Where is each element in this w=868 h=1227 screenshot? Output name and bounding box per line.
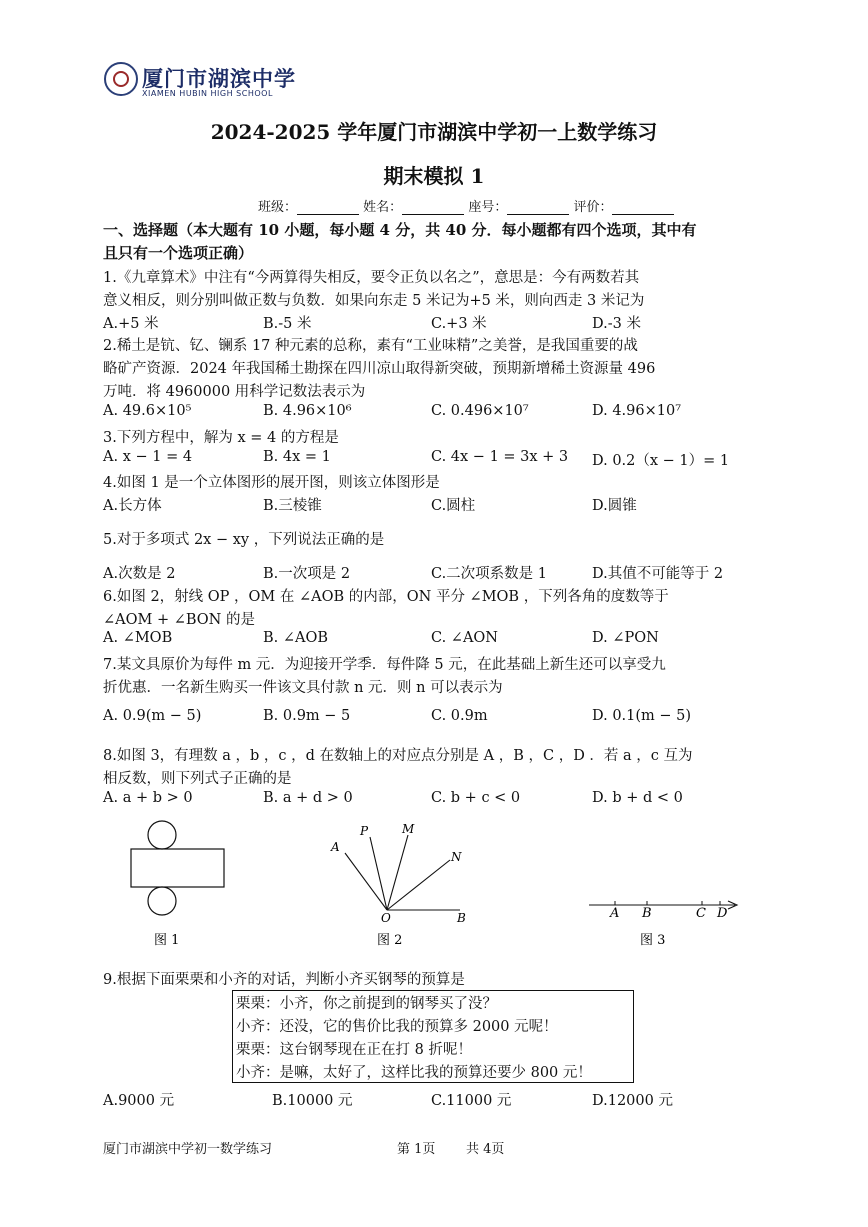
fig2-label-n: N bbox=[451, 850, 462, 864]
student-info-line bbox=[258, 196, 674, 215]
q5-option-d: D.其值不可能等于 2 bbox=[592, 566, 724, 582]
fig1-top-circle bbox=[148, 821, 176, 849]
question-9-text: 9.根据下面栗栗和小齐的对话，判断小齐买钢琴的预算是 bbox=[103, 972, 465, 988]
q1-option-d: D.-3 米 bbox=[592, 316, 641, 332]
dialog-line-3: 栗栗：这台钢琴现在正在打 8 折呢！ bbox=[236, 1042, 472, 1058]
fig3-label-a: A bbox=[610, 906, 620, 921]
q1-option-c: C.+3 米 bbox=[431, 316, 487, 332]
fig1-bottom-circle bbox=[148, 887, 176, 915]
q5-option-b: B.一次项是 2 bbox=[263, 566, 351, 582]
question-7-text: 7.某文具原价为每件 m 元．为迎接开学季．每件降 5 元，在此基础上新生还可以享受九 bbox=[103, 657, 666, 673]
eval-field[interactable] bbox=[612, 200, 674, 215]
footer-title: 厦门市湖滨中学初一数学练习 bbox=[103, 1142, 273, 1157]
q1-option-b: B.-5 米 bbox=[263, 316, 312, 332]
fig2-ray-on bbox=[387, 860, 450, 910]
q7-option-d: D. 0.1(m − 5) bbox=[592, 708, 692, 724]
q9-option-a: A.9000 元 bbox=[103, 1093, 175, 1109]
q3-option-d: D. 0.2（x − 1）= 1 bbox=[592, 453, 730, 469]
figure-1 bbox=[120, 815, 240, 950]
q8-option-b: B. a + d > 0 bbox=[263, 790, 353, 806]
question-6-text-cont: ∠AOM + ∠BON 的是 bbox=[103, 612, 255, 628]
q2-option-a: A. 49.6×10⁵ bbox=[103, 403, 192, 419]
eval-label: 评价： bbox=[573, 200, 613, 215]
q5-option-a: A.次数是 2 bbox=[103, 566, 176, 582]
q9-option-b: B.10000 元 bbox=[272, 1093, 353, 1109]
school-name: 厦门市湖滨中学 bbox=[142, 67, 296, 91]
q7-option-b: B. 0.9m − 5 bbox=[263, 708, 351, 724]
name-label: 姓名： bbox=[363, 200, 403, 215]
seat-field[interactable] bbox=[507, 200, 569, 215]
fig2-label-p: P bbox=[360, 824, 369, 838]
fig2-label-a: A bbox=[331, 840, 340, 854]
question-8-text: 8.如图 3，有理数 a ，b ，c ，d 在数轴上的对应点分别是 A ，B ，C ，D ．若 a ，c 互为 bbox=[103, 748, 693, 764]
q6-option-b: B. ∠AOB bbox=[263, 630, 329, 646]
question-1-text: 1.《九章算术》中注有“今两算得失相反，要令正负以名之”，意思是：今有两数若其 bbox=[103, 270, 640, 286]
fig1-caption: 图 1 bbox=[154, 933, 180, 948]
q7-option-a: A. 0.9(m − 5) bbox=[103, 708, 202, 724]
q9-option-d: D.12000 元 bbox=[592, 1093, 673, 1109]
footer-page-total: 共 4页 bbox=[466, 1142, 505, 1157]
q3-option-b: B. 4x = 1 bbox=[263, 449, 331, 465]
q6-option-a: A. ∠MOB bbox=[103, 630, 173, 646]
section-heading-cont: 且只有一个选项正确） bbox=[103, 244, 254, 262]
question-7-text-cont: 折优惠．一名新生购买一件该文具付款 n 元．则 n 可以表示为 bbox=[103, 680, 503, 696]
figure-3 bbox=[585, 880, 750, 950]
q9-option-c: C.11000 元 bbox=[431, 1093, 512, 1109]
fig2-ray-om bbox=[387, 835, 408, 910]
question-2-text-cont: 略矿产资源．2024 年我国稀土勘探在四川凉山取得新突破，预期新增稀土资源量 496 bbox=[103, 361, 656, 377]
page-title: 2024-2025 学年厦门市湖滨中学初一上数学练习 bbox=[210, 120, 658, 144]
footer-page-number: 第 1页 bbox=[397, 1142, 436, 1157]
dialog-line-4: 小齐：是嘛，太好了，这样比我的预算还要少 800 元！ bbox=[236, 1065, 592, 1081]
dialog-line-2: 小齐：还没，它的售价比我的预算多 2000 元呢！ bbox=[236, 1019, 558, 1035]
figure-2 bbox=[320, 815, 480, 950]
q6-option-d: D. ∠PON bbox=[592, 630, 659, 646]
q3-option-a: A. x − 1 = 4 bbox=[103, 449, 193, 465]
question-4-text: 4.如图 1 是一个立体图形的展开图，则该立体图形是 bbox=[103, 475, 440, 491]
school-logo bbox=[104, 62, 138, 96]
q3-option-c: C. 4x − 1 = 3x + 3 bbox=[431, 449, 569, 465]
class-field[interactable] bbox=[297, 200, 359, 215]
school-name-en: XIAMEN HUBIN HIGH SCHOOL bbox=[142, 89, 273, 98]
question-5-text: 5.对于多项式 2x − xy ，下列说法正确的是 bbox=[103, 532, 385, 548]
question-8-text-cont: 相反数，则下列式子正确的是 bbox=[103, 771, 292, 787]
fig1-rectangle bbox=[131, 849, 224, 887]
question-2-text-cont2: 万吨．将 4960000 用科学记数法表示为 bbox=[103, 384, 366, 400]
fig3-label-d: D bbox=[717, 906, 728, 921]
section-heading: 一、选择题（本大题有 10 小题，每小题 4 分，共 40 分．每小题都有四个选项，其中有 bbox=[103, 221, 697, 239]
name-field[interactable] bbox=[402, 200, 464, 215]
q8-option-d: D. b + d < 0 bbox=[592, 790, 683, 806]
q2-option-c: C. 0.496×10⁷ bbox=[431, 403, 529, 419]
q4-option-b: B.三棱锥 bbox=[263, 498, 322, 514]
q5-option-c: C.二次项系数是 1 bbox=[431, 566, 548, 582]
question-6-text: 6.如图 2，射线 OP ，OM 在 ∠AOB 的内部，ON 平分 ∠MOB ，下列各角的度数等于 bbox=[103, 589, 669, 605]
question-3-text: 3.下列方程中，解为 x = 4 的方程是 bbox=[103, 430, 339, 446]
class-label: 班级： bbox=[258, 200, 298, 215]
fig2-caption: 图 2 bbox=[377, 933, 403, 948]
dialog-line-1: 栗栗：小齐，你之前提到的钢琴买了没？ bbox=[236, 996, 497, 1012]
q4-option-d: D.圆锥 bbox=[592, 498, 637, 514]
q7-option-c: C. 0.9m bbox=[431, 708, 488, 724]
fig2-label-b: B bbox=[457, 911, 466, 925]
fig2-label-m: M bbox=[402, 822, 415, 836]
q2-option-d: D. 4.96×10⁷ bbox=[592, 403, 682, 419]
fig3-label-c: C bbox=[696, 906, 706, 921]
question-1-text-cont: 意义相反，则分别叫做正数与负数．如果向东走 5 米记为+5 米，则向西走 3 米记为 bbox=[103, 293, 645, 309]
fig3-caption: 图 3 bbox=[640, 933, 666, 948]
seat-label: 座号： bbox=[468, 200, 508, 215]
q4-option-a: A.长方体 bbox=[103, 498, 162, 514]
q4-option-c: C.圆柱 bbox=[431, 498, 476, 514]
q8-option-a: A. a + b > 0 bbox=[103, 790, 193, 806]
q2-option-b: B. 4.96×10⁶ bbox=[263, 403, 352, 419]
fig3-label-b: B bbox=[642, 906, 652, 921]
fig2-label-o: O bbox=[381, 911, 391, 925]
question-2-text: 2.稀土是钪、钇、镧系 17 种元素的总称，素有“工业味精”之美誉，是我国重要的战 bbox=[103, 338, 638, 354]
q1-option-a: A.+5 米 bbox=[103, 316, 159, 332]
q6-option-c: C. ∠AON bbox=[431, 630, 498, 646]
q8-option-c: C. b + c < 0 bbox=[431, 790, 521, 806]
page-subtitle: 期末模拟 1 bbox=[383, 164, 485, 188]
